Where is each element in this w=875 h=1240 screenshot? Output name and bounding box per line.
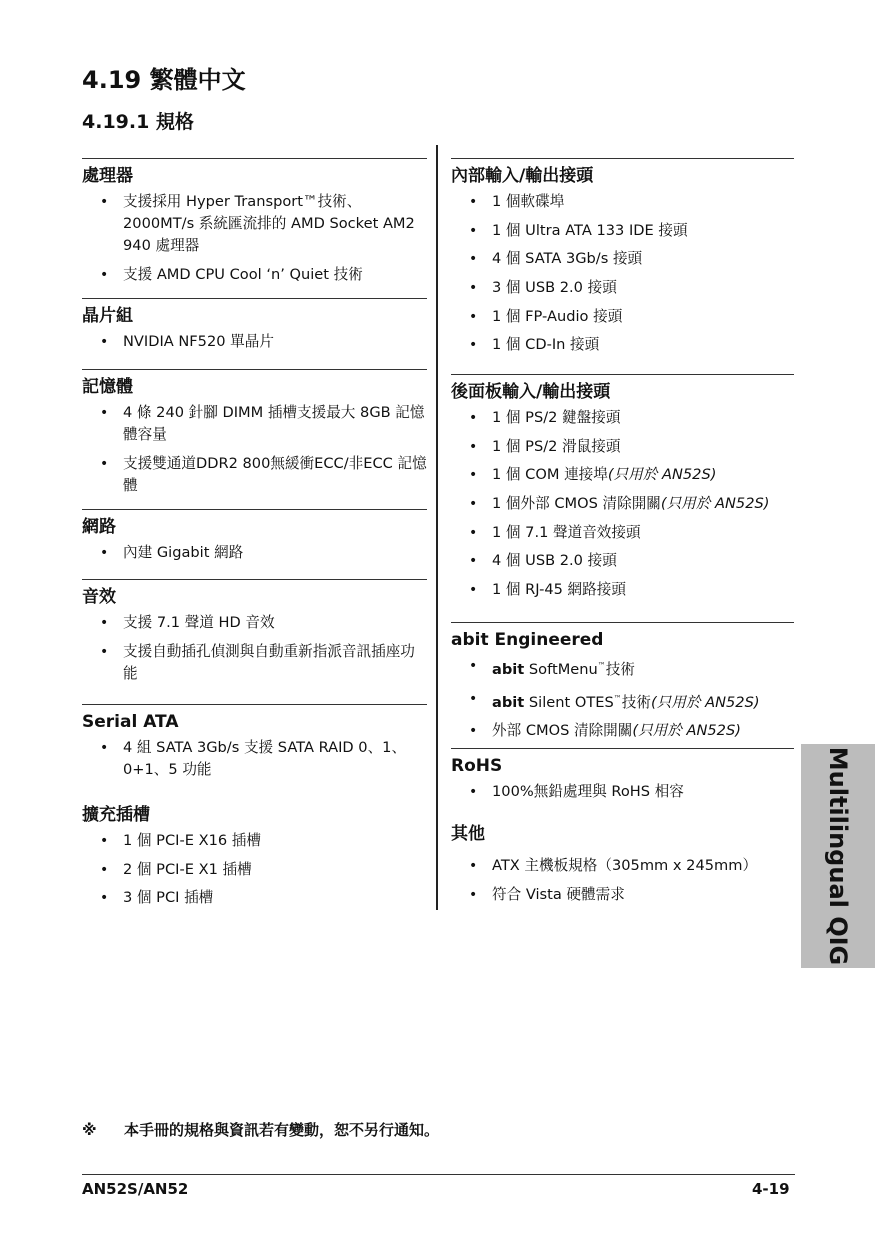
section-memory [82, 369, 427, 509]
section-title: 晶片組 [82, 306, 133, 326]
section-network [82, 509, 427, 579]
footnote-mark: ※ [82, 1121, 97, 1139]
footer-model: AN52S/AN52 [82, 1180, 189, 1198]
list-item: • 1 個 CD-In 接頭 [461, 334, 794, 356]
section-title: abit Engineered [451, 630, 604, 650]
spec-list [451, 655, 794, 742]
list-item: • 支援雙通道DDR2 800無緩衝ECC/非ECC 記憶體 [92, 453, 427, 497]
list-item [461, 655, 794, 681]
section-other [451, 817, 794, 906]
spec-list [82, 542, 427, 564]
list-item: • 內建 Gigabit 網路 [92, 542, 427, 564]
spec-list [82, 612, 427, 685]
right-column [451, 158, 794, 912]
section-title: 內部輸入/輸出接頭 [451, 166, 594, 186]
trademark: ™ [613, 693, 622, 703]
list-item: • 符合 Vista 硬體需求 [461, 884, 794, 906]
spec-list [82, 331, 427, 353]
section-title: 記憶體 [82, 377, 133, 397]
section-audio [82, 579, 427, 704]
page-number: 4-19 [752, 1180, 790, 1198]
section-title: 後面板輸入/輸出接頭 [451, 382, 611, 402]
list-item: • 支援採用 Hyper Transport™技術、2000MT/s 系統匯流排的 AMD Socket AM2 940 處理器 [92, 191, 427, 257]
list-item: • 支援 7.1 聲道 HD 音效 [92, 612, 427, 634]
page-heading: 4.19 繁體中文 [82, 66, 246, 94]
list-item: • 2 個 PCI-E X1 插槽 [92, 859, 427, 881]
model-note: (只用於 AN52S) [607, 466, 717, 484]
section-expansion [82, 798, 427, 909]
model-note: (只用於 AN52S) [632, 722, 741, 740]
section-title: 網路 [82, 517, 116, 537]
spec-list [82, 191, 427, 286]
list-item: • 1 個 PS/2 滑鼠接頭 [461, 436, 794, 458]
list-item [461, 720, 794, 742]
section-title: 音效 [82, 587, 116, 607]
section-title: RoHS [451, 756, 503, 776]
column-divider [436, 145, 438, 910]
section-title: Serial ATA [82, 712, 179, 732]
list-item: • NVIDIA NF520 單晶片 [92, 331, 427, 353]
list-item: • 4 個 USB 2.0 接頭 [461, 550, 794, 572]
list-item [461, 688, 794, 714]
item-text: SoftMenu [524, 661, 598, 678]
footnote [82, 1119, 439, 1140]
section-internal-io [451, 158, 794, 374]
section-rohs [451, 748, 794, 817]
section-rear-io [451, 374, 794, 622]
list-item: • 4 組 SATA 3Gb/s 支援 SATA RAID 0、1、0+1、5 功能 [92, 737, 427, 781]
item-text: 1 個 COM 連接埠 [492, 466, 608, 484]
left-column [82, 158, 427, 916]
section-title: 其他 [451, 824, 485, 844]
section-title: 擴充插槽 [82, 805, 150, 825]
spec-list [451, 407, 794, 601]
spec-list [82, 402, 427, 497]
model-note: (只用於 AN52S) [660, 495, 770, 513]
spec-list [82, 830, 427, 909]
page-subheading: 4.19.1 規格 [82, 111, 194, 133]
section-cpu [82, 158, 427, 298]
list-item: • 1 個 RJ-45 網路接頭 [461, 579, 794, 601]
item-text: 外部 CMOS 清除開關 [492, 722, 633, 740]
trademark: ™ [597, 661, 606, 670]
brand-text: abit [492, 693, 525, 711]
list-item: • 3 個 USB 2.0 接頭 [461, 277, 794, 299]
list-item: • 1 個 7.1 聲道音效接頭 [461, 522, 794, 544]
list-item: • ATX 主機板規格（305mm x 245mm） [461, 855, 794, 877]
section-title: 處理器 [82, 166, 133, 186]
footnote-text: 本手冊的規格與資訊若有變動，恕不另行通知。 [124, 1121, 440, 1139]
list-item [461, 464, 794, 486]
list-item: • 1 個 PS/2 鍵盤接頭 [461, 407, 794, 429]
list-item: • 支援自動插孔偵測與自動重新指派音訊插座功能 [92, 641, 427, 685]
spec-list [82, 737, 427, 781]
item-text: Silent OTES [524, 693, 614, 711]
item-text: 技術 [621, 693, 651, 711]
list-item: • 4 條 240 針腳 DIMM 插槽支援最大 8GB 記憶體容量 [92, 402, 427, 446]
side-tab-label: Multilingual QIG [824, 746, 852, 966]
list-item: • 4 個 SATA 3Gb/s 接頭 [461, 248, 794, 270]
spec-list [451, 781, 794, 803]
list-item [461, 493, 794, 515]
list-item: • 支援 AMD CPU Cool ‘n’ Quiet 技術 [92, 264, 427, 286]
footer-rule [82, 1174, 795, 1175]
spec-list [451, 855, 794, 906]
list-item: • 1 個 PCI-E X16 插槽 [92, 830, 427, 852]
brand-text: abit [492, 661, 525, 678]
spec-list [451, 191, 794, 356]
list-item: • 3 個 PCI 插槽 [92, 887, 427, 909]
item-text: 1 個外部 CMOS 清除開關 [492, 495, 661, 513]
model-note: (只用於 AN52S) [650, 693, 760, 711]
list-item: • 100%無鉛處理與 RoHS 相容 [461, 781, 794, 803]
side-tab [801, 744, 875, 968]
section-chipset [82, 298, 427, 369]
list-item: • 1 個 FP-Audio 接頭 [461, 306, 794, 328]
list-item: • 1 個 Ultra ATA 133 IDE 接頭 [461, 220, 794, 242]
item-text: 技術 [605, 661, 635, 678]
section-serial-ata [82, 704, 427, 798]
section-engineered [451, 622, 794, 748]
list-item: • 1 個軟碟埠 [461, 191, 794, 213]
